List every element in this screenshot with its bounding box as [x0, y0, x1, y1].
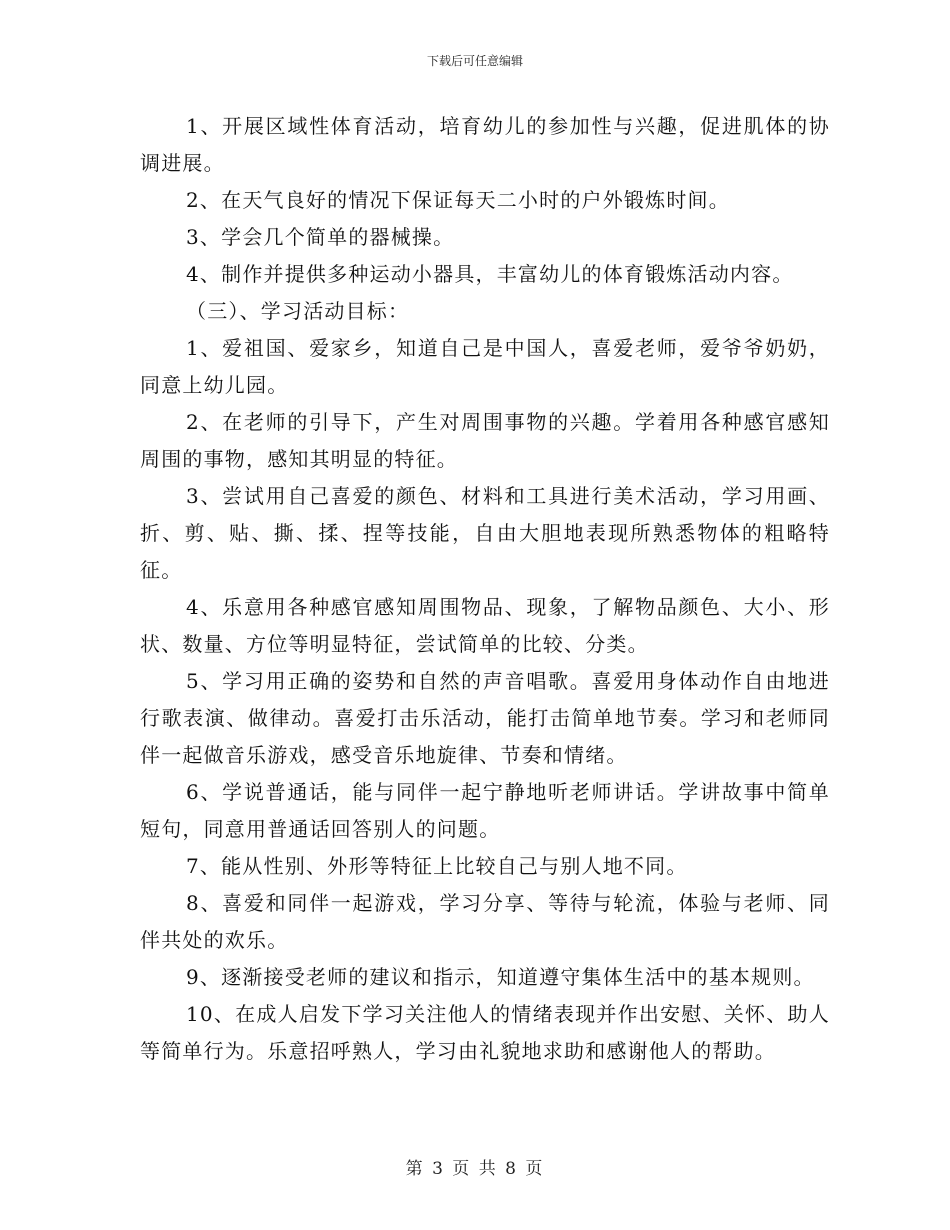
- paragraph-learning-10: 10、在成人启发下学习关注他人的情绪表现并作出安慰、关怀、助人等简单行为。乐意招呼熟人，学习由礼貌地求助和感谢他人的帮助。: [140, 1002, 830, 1063]
- paragraph-goal-3: 3、学会几个简单的器械操。: [186, 225, 455, 249]
- page-header: 下载后可任意编辑: [426, 54, 523, 68]
- paragraph-learning-7: 7、能从性别、外形等特征上比较自己与别人地不同。: [186, 854, 688, 878]
- paragraph-learning-3: 3、尝试用自己喜爱的颜色、材料和工具进行美术活动，学习用画、折、剪、贴、撕、揉、捏等技能，自由大胆地表现所熟悉物体的粗略特征。: [140, 484, 830, 582]
- document-body: [140, 108, 830, 1070]
- paragraph-goal-4: 4、制作并提供多种运动小器具，丰富幼儿的体育锻炼活动内容。: [186, 262, 794, 286]
- paragraph-goal-2: 2、在天气良好的情况下保证每天二小时的户外锻炼时间。: [186, 188, 730, 212]
- paragraph-learning-9: 9、逐渐接受老师的建议和指示，知道遵守集体生活中的基本规则。: [186, 965, 815, 989]
- paragraph-learning-1: 1、爱祖国、爱家乡，知道自己是中国人，喜爱老师，爱爷爷奶奶，同意上幼儿园。: [140, 336, 830, 397]
- paragraph-goal-1: 1、开展区域性体育活动，培育幼儿的参加性与兴趣，促进肌体的协调进展。: [140, 114, 830, 175]
- page-number-footer: 第 3 页 共 8 页: [405, 1159, 545, 1179]
- paragraph-learning-5: 5、学习用正确的姿势和自然的声音唱歌。喜爱用身体动作自由地进行歌表演、做律动。喜爱打击乐活动，能打击简单地节奏。学习和老师同伴一起做音乐游戏，感受音乐地旋律、节奏和情绪。: [140, 669, 830, 767]
- paragraph-learning-6: 6、学说普通话，能与同伴一起宁静地听老师讲话。学讲故事中简单短句，同意用普通话回答别人的问题。: [140, 780, 830, 841]
- paragraph-learning-2: 2、在老师的引导下，产生对周围事物的兴趣。学着用各种感官感知周围的事物，感知其明显的特征。: [140, 410, 830, 471]
- paragraph-learning-4: 4、乐意用各种感官感知周围物品、现象，了解物品颜色、大小、形状、数量、方位等明显特征，尝试简单的比较、分类。: [140, 595, 830, 656]
- paragraph-learning-8: 8、喜爱和同伴一起游戏，学习分享、等待与轮流，体验与老师、同伴共处的欢乐。: [140, 891, 830, 952]
- section-heading-learning-goals: （三）、学习活动目标：: [186, 299, 410, 323]
